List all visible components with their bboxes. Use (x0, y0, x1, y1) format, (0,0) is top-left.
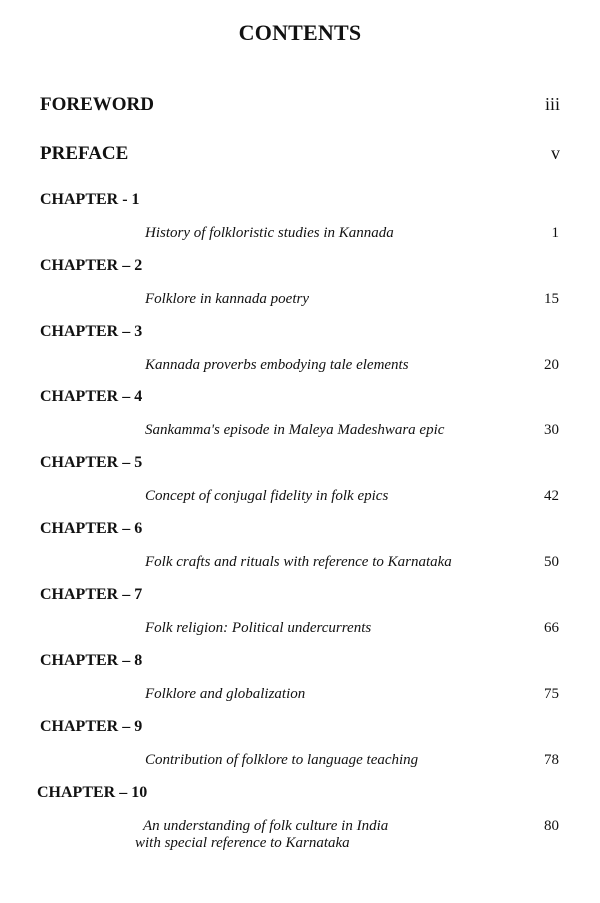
chapter-9-title: Contribution of folklore to language teaching (145, 752, 419, 768)
chapter-3-heading: CHAPTER – 3 (40, 323, 143, 340)
chapter-2-title: Folklore in kannada poetry (145, 291, 309, 307)
chapter-2-heading: CHAPTER – 2 (40, 257, 143, 274)
chapter-10-page: 80 (544, 818, 559, 834)
chapter-1-title: History of folkloristic studies in Kannada (145, 225, 394, 241)
chapter-5-heading: CHAPTER – 5 (40, 454, 143, 471)
chapter-5-title: Concept of conjugal fidelity in folk epics (145, 488, 389, 504)
chapter-10-title-line1: An understanding of folk culture in India (143, 818, 389, 834)
preface-page: v (551, 143, 560, 163)
chapter-9-heading: CHAPTER – 9 (40, 718, 143, 735)
chapter-4-heading: CHAPTER – 4 (40, 388, 143, 405)
preface-label: PREFACE (40, 143, 129, 164)
chapter-5-page: 42 (544, 488, 559, 504)
chapter-6-title: Folk crafts and rituals with reference to Karnataka (145, 554, 452, 570)
chapter-10-title (135, 818, 389, 852)
chapter-3-page: 20 (544, 357, 559, 373)
chapter-7-heading: CHAPTER – 7 (40, 586, 143, 603)
chapter-3-title: Kannada proverbs embodying tale elements (145, 357, 409, 373)
chapter-8-title: Folklore and globalization (145, 686, 306, 702)
chapter-7-title: Folk religion: Political undercurrents (145, 620, 372, 636)
toc-preface (40, 143, 560, 165)
chapter-1-page: 1 (551, 225, 559, 241)
chapter-10-title-line2: with special reference to Karnataka (135, 835, 350, 851)
chapter-4-page: 30 (544, 422, 559, 438)
chapter-6-heading: CHAPTER – 6 (40, 520, 143, 537)
toc-foreword (40, 94, 560, 116)
foreword-page: iii (544, 94, 560, 114)
chapter-8-page: 75 (544, 686, 559, 702)
chapter-7-page: 66 (544, 620, 559, 636)
chapter-1-heading: CHAPTER - 1 (40, 191, 140, 208)
chapter-8-heading: CHAPTER – 8 (40, 652, 143, 669)
chapter-6-page: 50 (544, 554, 559, 570)
chapter-9-page: 78 (544, 752, 559, 768)
page-title: CONTENTS (238, 20, 362, 45)
chapter-10-heading: CHAPTER – 10 (37, 784, 148, 801)
foreword-label: FOREWORD (40, 94, 154, 115)
chapter-2-page: 15 (544, 291, 559, 307)
chapter-4-title: Sankamma's episode in Maleya Madeshwara epic (145, 422, 445, 438)
